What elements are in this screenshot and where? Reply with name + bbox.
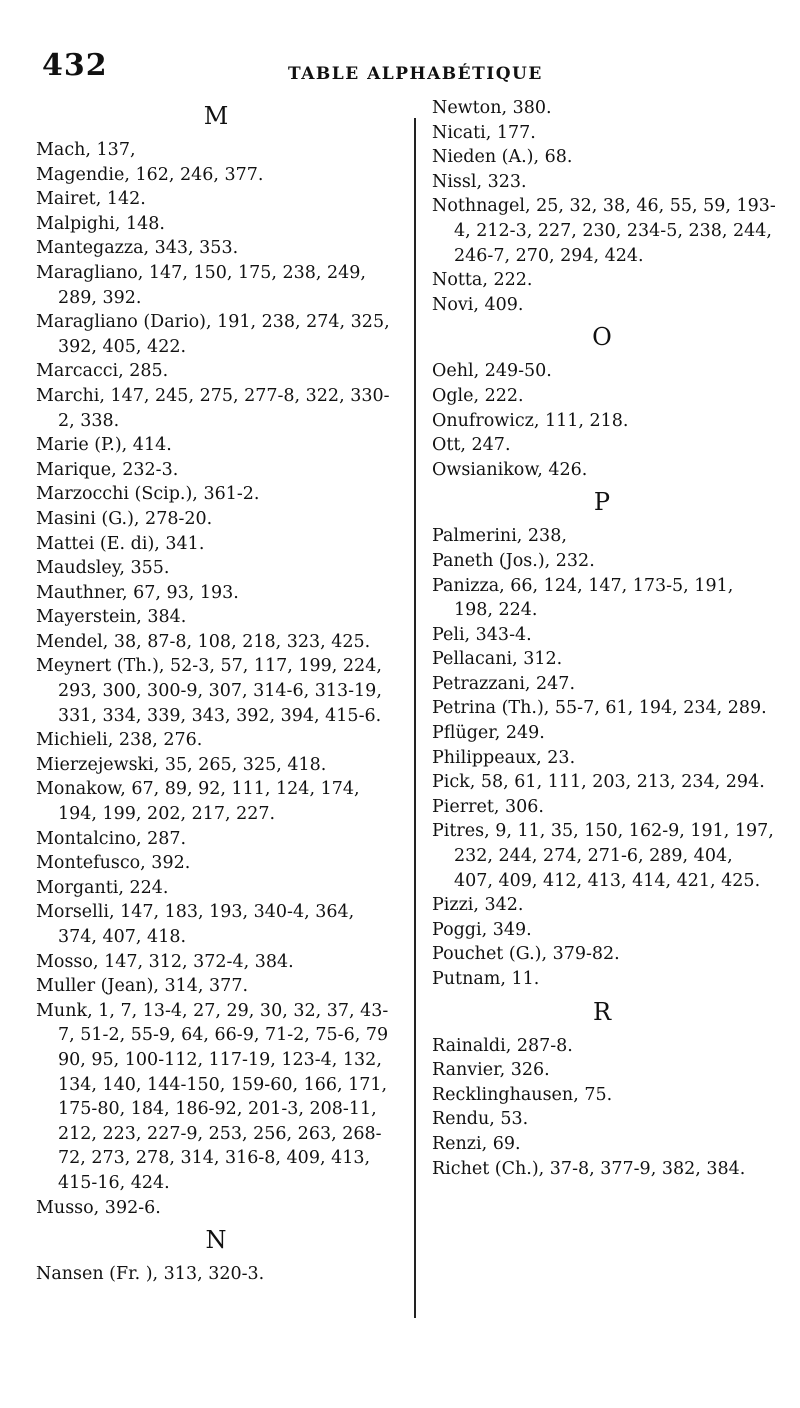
index-entry: Morganti, 224. [36, 877, 169, 898]
index-entry: Owsianikow, 426. [432, 459, 588, 480]
index-entry: Marie (P.), 414. [36, 435, 172, 456]
index-entry: Maragliano, 147, 150, 175, 238, 249, 289, 392. [36, 262, 366, 308]
index-entry: Peli, 343-4. [432, 624, 532, 645]
index-entry: Putnam, 11. [432, 969, 540, 989]
index-entry: Renzi, 69. [432, 1133, 521, 1154]
index-entry: Nissl, 323. [432, 171, 527, 192]
index-entry: Palmerini, 238, [432, 526, 567, 547]
index-entry: Nieden (A.), 68. [432, 147, 573, 168]
index-entry: Mattei (E. di), 341. [36, 533, 205, 554]
index-entry: Philippeaux, 23. [432, 747, 576, 768]
index-entry: Panizza, 66, 124, 147, 173-5, 191, 198, 224. [432, 575, 734, 621]
index-entry: Ott, 247. [432, 435, 511, 456]
index-entry: Meynert (Th.), 52-3, 57, 117, 199, 224, 293, 300, 300-9, 307, 314-6, 313-19, 331, 334, 339, 343, 392, 394, 415-6. [36, 656, 382, 726]
index-entry: Marchi, 147, 245, 275, 277-8, 322, 330-2, 338. [36, 385, 390, 431]
index-entry: Recklinghausen, 75. [432, 1084, 613, 1105]
index-entry: Munk, 1, 7, 13-4, 27, 29, 30, 32, 37, 43-7, 51-2, 55-9, 64, 66-9, 71-2, 75-6, 79 90, 95, 100-112, 117-19, 123-4, 132, 134, 140, 144-150, 159-60, 166, 171, 175-80, 184, 186-92, 201-3, 208-11, 212, 223, 227-9, 253, 256, 263, 268-72, 273, 278, 314, 316-8, 409, 413, 415-16, 424. [36, 1000, 389, 1193]
index-entry: Newton, 380. [432, 98, 552, 118]
index-entry: Nothnagel, 25, 32, 38, 46, 55, 59, 193-4, 212-3, 227, 230, 234-5, 238, 244, 246-7, 270, 294, 424. [432, 196, 776, 266]
index-entry: Mosso, 147, 312, 372-4, 384. [36, 951, 294, 972]
index-section [36, 104, 396, 1220]
index-entry: Malpighi, 148. [36, 213, 165, 234]
index-entry: Ranvier, 326. [432, 1060, 550, 1081]
index-entry: Notta, 222. [432, 270, 533, 291]
index-section [432, 96, 776, 317]
index-entry: Montefusco, 392. [36, 853, 191, 874]
right-column [432, 96, 776, 1181]
running-title: TABLE ALPHABÉTIQUE [288, 64, 543, 84]
index-entry: Poggi, 349. [432, 919, 532, 940]
section-letter: O [592, 323, 612, 352]
index-entry: Mierzejewski, 35, 265, 325, 418. [36, 754, 327, 775]
index-entry: Morselli, 147, 183, 193, 340-4, 364, 374, 407, 418. [36, 902, 355, 947]
index-entry: Mendel, 38, 87-8, 108, 218, 323, 425. [36, 631, 371, 652]
index-entry: Rainaldi, 287-8. [432, 1035, 573, 1056]
index-entry: Pick, 58, 61, 111, 203, 213, 234, 294. [432, 772, 765, 793]
index-entry: Pouchet (G.), 379-82. [432, 944, 620, 965]
section-letter: P [593, 488, 611, 517]
index-entry: Rendu, 53. [432, 1109, 529, 1130]
index-entry: Novi, 409. [432, 294, 524, 315]
index-entry: Musso, 392-6. [36, 1197, 161, 1218]
index-section [432, 997, 772, 1182]
index-entry: Richet (Ch.), 37-8, 377-9, 382, 384. [432, 1158, 746, 1179]
left-column [36, 96, 396, 1287]
index-entry: Onufrowicz, 111, 218. [432, 410, 629, 431]
index-entry: Petrazzani, 247. [432, 673, 576, 694]
index-entry: Pflüger, 249. [432, 723, 545, 744]
index-entry: Mayerstein, 384. [36, 607, 187, 628]
index-entry: Pizzi, 342. [432, 895, 524, 916]
index-entry: Marzocchi (Scip.), 361-2. [36, 484, 260, 505]
index-entry: Nicati, 177. [432, 122, 536, 143]
index-entry: Magendie, 162, 246, 377. [36, 164, 264, 185]
index-entry: Monakow, 67, 89, 92, 111, 124, 174, 194, 199, 202, 217, 227. [36, 779, 360, 825]
index-section [432, 490, 772, 991]
index-entry: Mach, 137, [36, 140, 136, 160]
index-section [36, 1228, 396, 1287]
index-entry: Mantegazza, 343, 353. [36, 238, 239, 259]
index-entry: Mauthner, 67, 93, 193. [36, 582, 239, 603]
index-entry: Mairet, 142. [36, 189, 146, 210]
index-entry: Paneth (Jos.), 232. [432, 550, 595, 571]
index-section [432, 325, 772, 482]
section-letter: M [203, 102, 229, 130]
index-entry: Marique, 232-3. [36, 459, 179, 480]
index-entry: Marcacci, 285. [36, 361, 169, 382]
index-entry: Petrina (Th.), 55-7, 61, 194, 234, 289. [432, 698, 767, 719]
index-entry: Muller (Jean), 314, 377. [36, 976, 249, 997]
index-entry: Pellacani, 312. [432, 649, 563, 670]
section-letter: R [592, 997, 612, 1026]
page-number: 432 [42, 48, 108, 83]
index-entry: Michieli, 238, 276. [36, 730, 203, 751]
index-entry: Pitres, 9, 11, 35, 150, 162-9, 191, 197, 232, 244, 274, 271-6, 289, 404, 407, 409, 412, 413, 414, 421, 425. [432, 821, 774, 891]
index-entry: Ogle, 222. [432, 385, 524, 406]
index-entry: Nansen (Fr. ), 313, 320-3. [36, 1264, 265, 1285]
index-entry: Montalcino, 287. [36, 828, 187, 849]
index-entry: Masini (G.), 278-20. [36, 508, 213, 529]
column-divider [414, 118, 416, 1318]
index-entry: Oehl, 249-50. [432, 361, 552, 382]
index-entry: Maudsley, 355. [36, 558, 170, 579]
section-letter: N [205, 1226, 227, 1255]
index-entry: Maragliano (Dario), 191, 238, 274, 325, 392, 405, 422. [36, 312, 390, 357]
index-entry: Pierret, 306. [432, 796, 544, 817]
